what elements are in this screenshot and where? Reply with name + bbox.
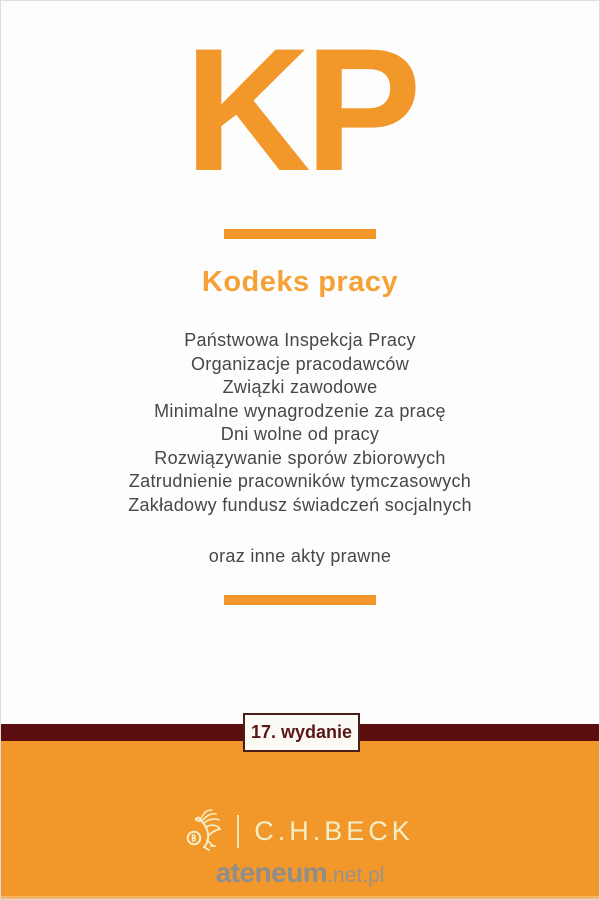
publisher-logo (1, 807, 599, 856)
bottom-divider-bar (224, 595, 376, 605)
contents-list-item: Rozwiązywanie sporów zbiorowych (154, 447, 446, 468)
contents-list-item: Dni wolne od pracy (220, 424, 380, 444)
watermark-main: ateneum (215, 857, 328, 888)
edition-badge-label: 17. wydanie (250, 722, 353, 742)
book-code: KP (184, 13, 416, 208)
publisher-name: C.H.BECK (254, 816, 414, 846)
watermark (1, 859, 599, 887)
beck-griffin-icon (186, 807, 224, 856)
contents-list-item: Zatrudnienie pracowników tymczasowych (128, 471, 472, 491)
contents-list-item: Zakładowy fundusz świadczeń socjalnych (128, 494, 472, 515)
book-title: Kodeks pracy (201, 266, 399, 298)
logo-separator (237, 815, 239, 848)
contents-list (1, 329, 599, 517)
contents-list-item: Państwowa Inspekcja Pracy (184, 330, 416, 350)
contents-list-item: Związki zawodowe (222, 377, 378, 397)
contents-list-item: Minimalne wynagrodzenie za pracę (154, 400, 446, 421)
watermark-suffix: .net.pl (327, 864, 385, 887)
top-divider-bar (224, 229, 376, 239)
edition-badge (243, 713, 360, 752)
contents-list-item: Organizacje pracodawców (190, 353, 409, 374)
bottom-edge-highlight (1, 896, 599, 900)
subtitle: oraz inne akty prawne (208, 546, 392, 566)
